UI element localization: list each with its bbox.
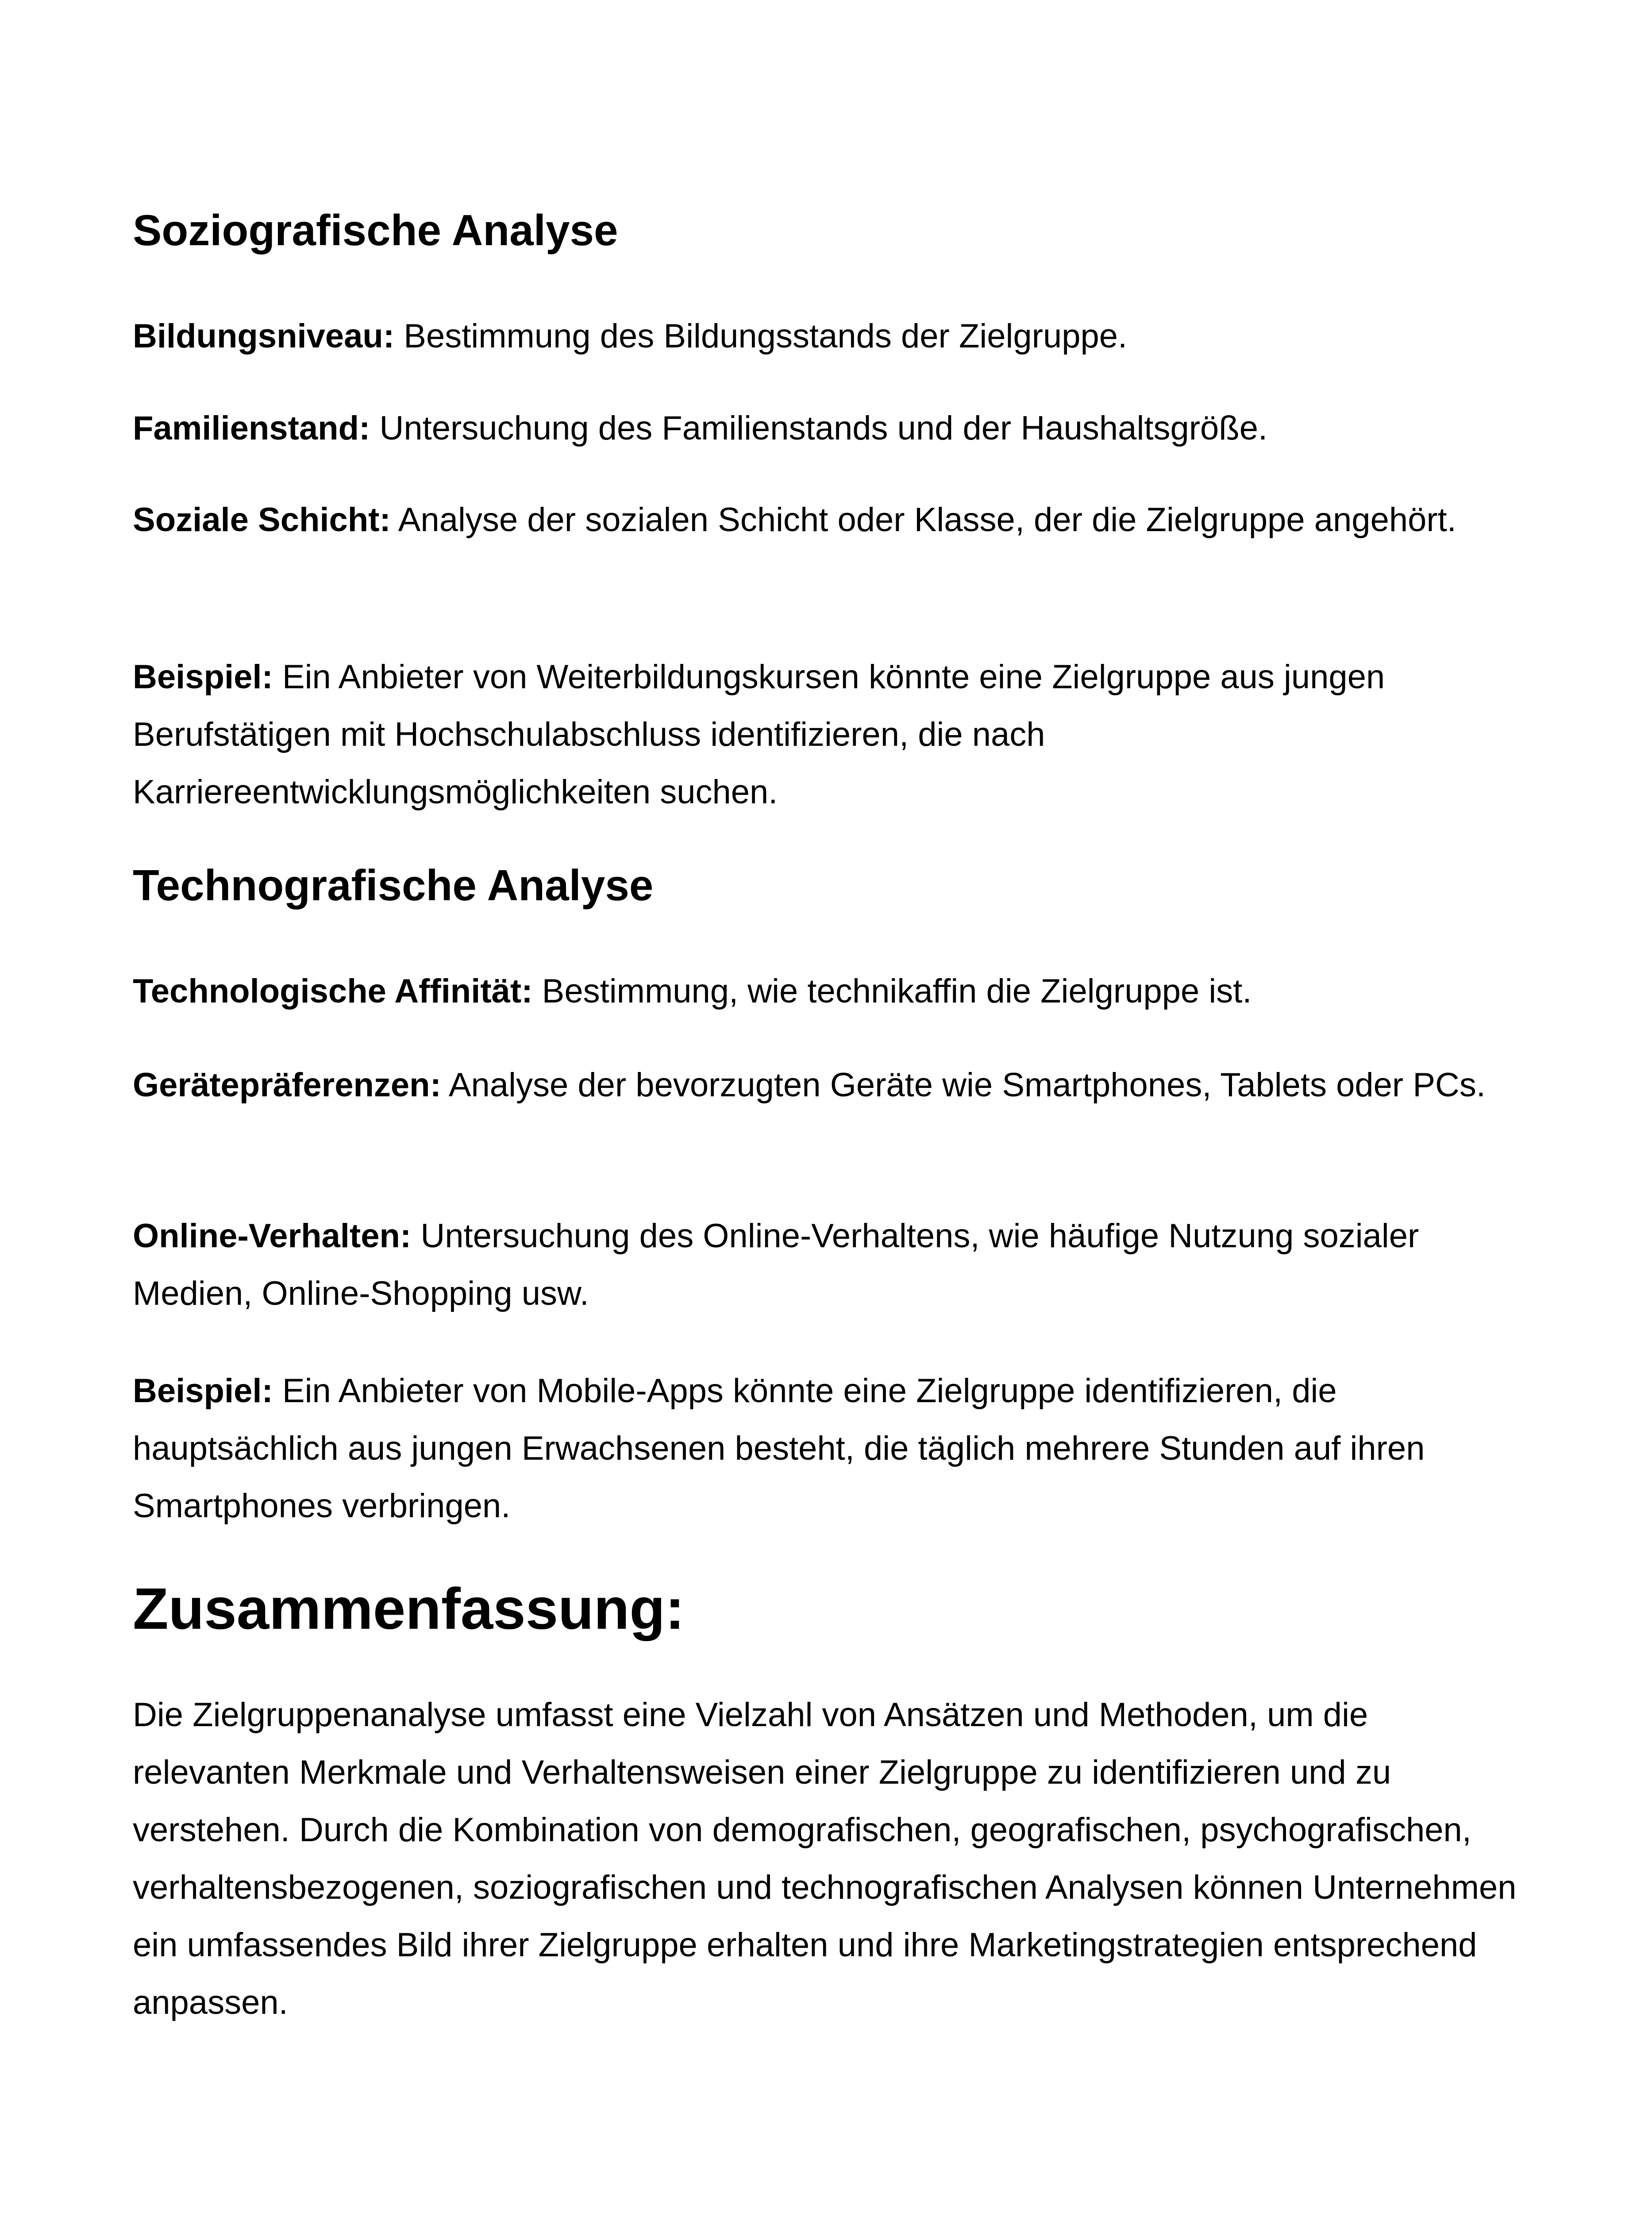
term-text: Analyse der bevorzugten Geräte wie Smartphones, Tablets oder PCs. [448,1066,1486,1104]
term-label: Soziale Schicht: [133,501,391,539]
term-label: Beispiel: [133,1372,273,1410]
term-label: Familienstand: [133,409,370,447]
paragraph-geraetepraeferenzen [133,1056,1531,1114]
term-label: Online-Verhalten: [133,1217,412,1255]
section-heading-soziografische: Soziografische Analyse [133,206,618,254]
term-label: Bildungsniveau: [133,317,395,355]
term-label: Gerätepräferenzen: [133,1066,441,1104]
term-label: Technologische Affinität: [133,972,533,1010]
summary-paragraph: Die Zielgruppenanalyse umfasst eine Vielzahl von Ansätzen und Methoden, um die relevanten Merkmale und Verhaltensweisen einer Zielgruppe zu identifizieren und zu verstehen. Durch die Kombination von demografischen, geografischen, psychografischen, verhaltensbezogenen, soziografischen und technografischen Analysen können Unternehmen ein umfassendes Bild ihrer Zielgruppe erhalten und ihre Marketingstrategien entsprechend anpassen. [133,1696,1517,2021]
summary-heading: Zusammenfassung: [133,1576,685,1641]
term-text: Bestimmung, wie technikaffin die Zielgruppe ist. [542,972,1252,1010]
paragraph-technologische-affinitaet [133,963,1531,1020]
term-label: Beispiel: [133,658,273,696]
paragraph-bildungsniveau [133,308,1531,365]
term-text: Bestimmung des Bildungsstands der Zielgruppe. [404,317,1128,355]
term-text: Untersuchung des Familienstands und der Haushaltsgröße. [379,409,1268,447]
paragraph-soziale-schicht [133,491,1531,549]
paragraph-beispiel-soziografisch [133,648,1531,821]
paragraph-familienstand [133,400,1531,457]
section-heading-technografische: Technografische Analyse [133,861,654,910]
term-text: Ein Anbieter von Mobile-Apps könnte eine Zielgruppe identifizieren, die hauptsächlich aus jungen Erwachsenen besteht, die täglich mehrere Stunden auf ihren Smartphones verbringen. [133,1372,1425,1525]
document-page [133,0,1531,2213]
paragraph-beispiel-technografisch [133,1362,1531,1535]
term-text: Analyse der sozialen Schicht oder Klasse, der die Zielgruppe angehört. [398,501,1456,539]
paragraph-online-verhalten [133,1207,1531,1322]
term-text: Ein Anbieter von Weiterbildungskursen könnte eine Zielgruppe aus jungen Berufstätigen mit Hochschulabschluss identifizieren, die nach Karriereentwicklungsmöglichkeiten suchen. [133,658,1385,811]
term-text: Untersuchung des Online-Verhaltens, wie häufige Nutzung sozialer Medien, Online-Shopping usw. [133,1217,1419,1312]
